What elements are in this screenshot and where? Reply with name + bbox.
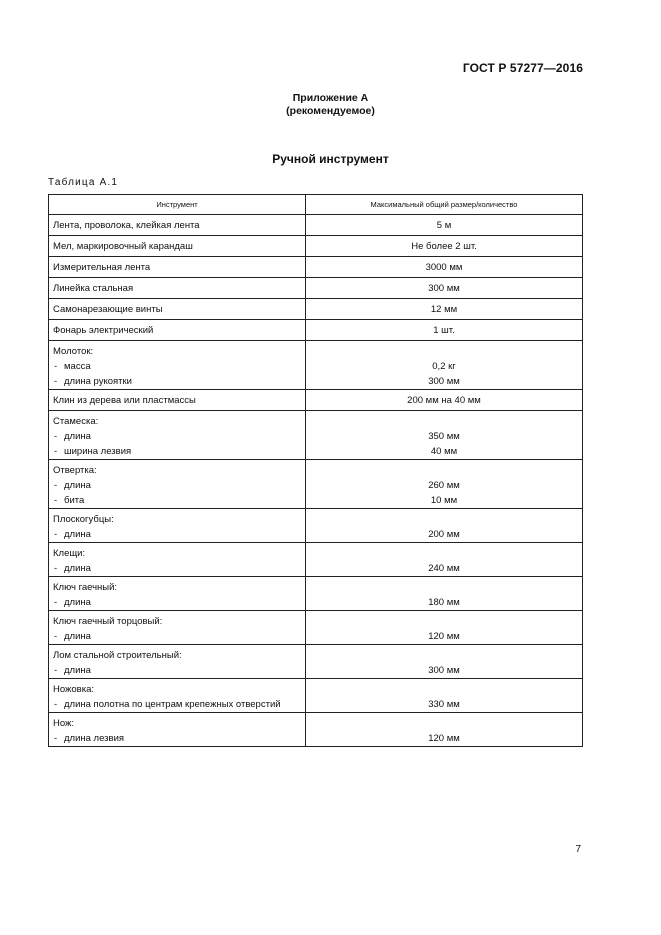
table-body [49, 215, 583, 747]
tool-name: Лом стальной строительный: [53, 650, 182, 661]
sub-item-label: ширина лезвия [64, 446, 132, 457]
tools-table [48, 194, 583, 747]
sub-item [53, 663, 301, 678]
tool-value: 12 мм [430, 304, 458, 315]
tool-name-cell [49, 543, 306, 577]
sub-item-label: длина рукоятки [64, 376, 132, 387]
dash-marker: - [54, 480, 58, 491]
sub-item [53, 359, 301, 374]
page-number: 7 [575, 844, 581, 855]
tool-value-cell [306, 215, 583, 236]
tool-name-cell [49, 299, 306, 320]
table-row [49, 320, 583, 341]
table-row [49, 390, 583, 411]
sub-item [53, 697, 301, 712]
sub-item [53, 478, 301, 493]
tool-value-cell [306, 411, 583, 460]
sub-item [53, 429, 301, 444]
sub-item-label: длина [64, 631, 91, 642]
dash-marker: - [54, 665, 58, 676]
sub-item-label: длина [64, 597, 91, 608]
tool-name: Измерительная лента [53, 262, 151, 273]
tool-name-cell [49, 645, 306, 679]
tool-value-cell [306, 577, 583, 611]
dash-marker: - [54, 699, 58, 710]
dash-marker: - [54, 631, 58, 642]
tool-name-cell [49, 713, 306, 747]
dash-marker: - [54, 361, 58, 372]
tool-value-cell [306, 320, 583, 341]
dash-marker: - [54, 563, 58, 574]
tool-value-cell [306, 713, 583, 747]
tool-name: Нож: [53, 718, 75, 729]
tool-name: Отвертка: [53, 465, 97, 476]
tool-value: 3000 мм [425, 262, 463, 273]
value-spacer [310, 463, 578, 478]
tool-value-cell [306, 390, 583, 411]
document-code: ГОСТ Р 57277—2016 [462, 61, 583, 75]
tool-name: Клещи: [53, 548, 86, 559]
dash-marker: - [54, 376, 58, 387]
tool-name-cell [49, 215, 306, 236]
sub-item-label: длина [64, 480, 91, 491]
tool-name-cell [49, 509, 306, 543]
tool-name: Клин из дерева или пластмассы [53, 395, 196, 406]
annex-title: Приложение А [292, 92, 369, 104]
sub-item [53, 731, 301, 746]
tool-value: 1 шт. [433, 325, 455, 336]
sub-item [53, 595, 301, 610]
dash-marker: - [54, 446, 58, 457]
table-row [49, 543, 583, 577]
tool-name: Ключ гаечный: [53, 582, 118, 593]
sub-item [53, 527, 301, 542]
table-row [49, 341, 583, 390]
tool-name: Ключ гаечный торцовый: [53, 616, 163, 627]
sub-item-label: масса [64, 361, 91, 372]
tool-value-cell [306, 611, 583, 645]
tool-value: 5 м [436, 220, 452, 231]
sub-item-value: 40 мм [430, 446, 458, 457]
sub-item-label: длина [64, 665, 91, 676]
tool-value-cell [306, 645, 583, 679]
tool-name-cell [49, 679, 306, 713]
tool-name-cell [49, 236, 306, 257]
sub-item-value: 240 мм [428, 563, 460, 574]
table-row [49, 679, 583, 713]
sub-item-label: длина [64, 529, 91, 540]
tool-name-cell [49, 411, 306, 460]
sub-item [53, 561, 301, 576]
table-row [49, 460, 583, 509]
tool-name-cell [49, 341, 306, 390]
value-spacer [310, 344, 578, 359]
table-row [49, 257, 583, 278]
tool-value: 200 мм на 40 мм [407, 395, 481, 406]
dash-marker: - [54, 733, 58, 744]
tool-value-cell [306, 509, 583, 543]
sub-item-label: длина [64, 563, 91, 574]
column-header-size: Максимальный общий размер/количество [306, 195, 583, 215]
dash-marker: - [54, 529, 58, 540]
tool-value-cell [306, 278, 583, 299]
tool-value: Не более 2 шт. [411, 241, 477, 252]
dash-marker: - [54, 431, 58, 442]
tool-value-cell [306, 236, 583, 257]
tool-name-cell [49, 577, 306, 611]
tool-name: Мел, маркировочный карандаш [53, 241, 193, 252]
annex-heading [0, 92, 661, 118]
sub-item-value: 300 мм [428, 665, 460, 676]
value-spacer [310, 546, 578, 561]
sub-item-label: длина [64, 431, 91, 442]
sub-item-label: бита [64, 495, 85, 506]
sub-item [53, 444, 301, 459]
tool-name: Лента, проволока, клейкая лента [53, 220, 200, 231]
tool-name: Стамеска: [53, 416, 99, 427]
value-spacer [310, 614, 578, 629]
tool-value-cell [306, 299, 583, 320]
value-spacer [310, 580, 578, 595]
tool-name-cell [49, 390, 306, 411]
sub-item-label: длина полотна по центрам крепежных отверстий [64, 699, 281, 710]
table-row [49, 611, 583, 645]
dash-marker: - [54, 597, 58, 608]
tool-name-cell [49, 278, 306, 299]
column-header-tool: Инструмент [49, 195, 306, 215]
sub-item [53, 374, 301, 389]
table-row [49, 713, 583, 747]
tool-name-cell [49, 460, 306, 509]
tool-name: Молоток: [53, 346, 94, 357]
tool-value-cell [306, 341, 583, 390]
tool-name: Самонарезающие винты [53, 304, 163, 315]
section-title: Ручной инструмент [272, 152, 389, 166]
value-spacer [310, 414, 578, 429]
sub-item-label: длина лезвия [64, 733, 125, 744]
table-header-row [49, 195, 583, 215]
value-spacer [310, 648, 578, 663]
sub-item-value: 120 мм [428, 631, 460, 642]
sub-item-value: 180 мм [428, 597, 460, 608]
tool-name: Ножовка: [53, 684, 95, 695]
table-row [49, 509, 583, 543]
sub-item [53, 629, 301, 644]
sub-item-value: 300 мм [428, 376, 460, 387]
tool-name: Фонарь электрический [53, 325, 154, 336]
tool-value-cell [306, 460, 583, 509]
sub-item-value: 10 мм [430, 495, 458, 506]
table-row [49, 577, 583, 611]
table-label: Таблица А.1 [48, 177, 119, 188]
sub-item-value: 260 мм [428, 480, 460, 491]
value-spacer [310, 682, 578, 697]
sub-item-value: 0,2 кг [432, 361, 456, 372]
table-row [49, 411, 583, 460]
tool-name-cell [49, 611, 306, 645]
tool-name: Линейка стальная [53, 283, 134, 294]
value-spacer [310, 512, 578, 527]
sub-item [53, 493, 301, 508]
sub-item-value: 350 мм [428, 431, 460, 442]
sub-item-value: 200 мм [428, 529, 460, 540]
sub-item-value: 120 мм [428, 733, 460, 744]
tool-value-cell [306, 257, 583, 278]
value-spacer [310, 716, 578, 731]
tool-name: Плоскогубцы: [53, 514, 114, 525]
table-row [49, 215, 583, 236]
sub-item-value: 330 мм [428, 699, 460, 710]
table-row [49, 236, 583, 257]
table-row [49, 299, 583, 320]
tool-value-cell [306, 543, 583, 577]
table-row [49, 645, 583, 679]
tool-name-cell [49, 320, 306, 341]
annex-subtitle: (рекомендуемое) [286, 105, 375, 117]
table-row [49, 278, 583, 299]
tool-value: 300 мм [428, 283, 460, 294]
dash-marker: - [54, 495, 58, 506]
tool-value-cell [306, 679, 583, 713]
tool-name-cell [49, 257, 306, 278]
